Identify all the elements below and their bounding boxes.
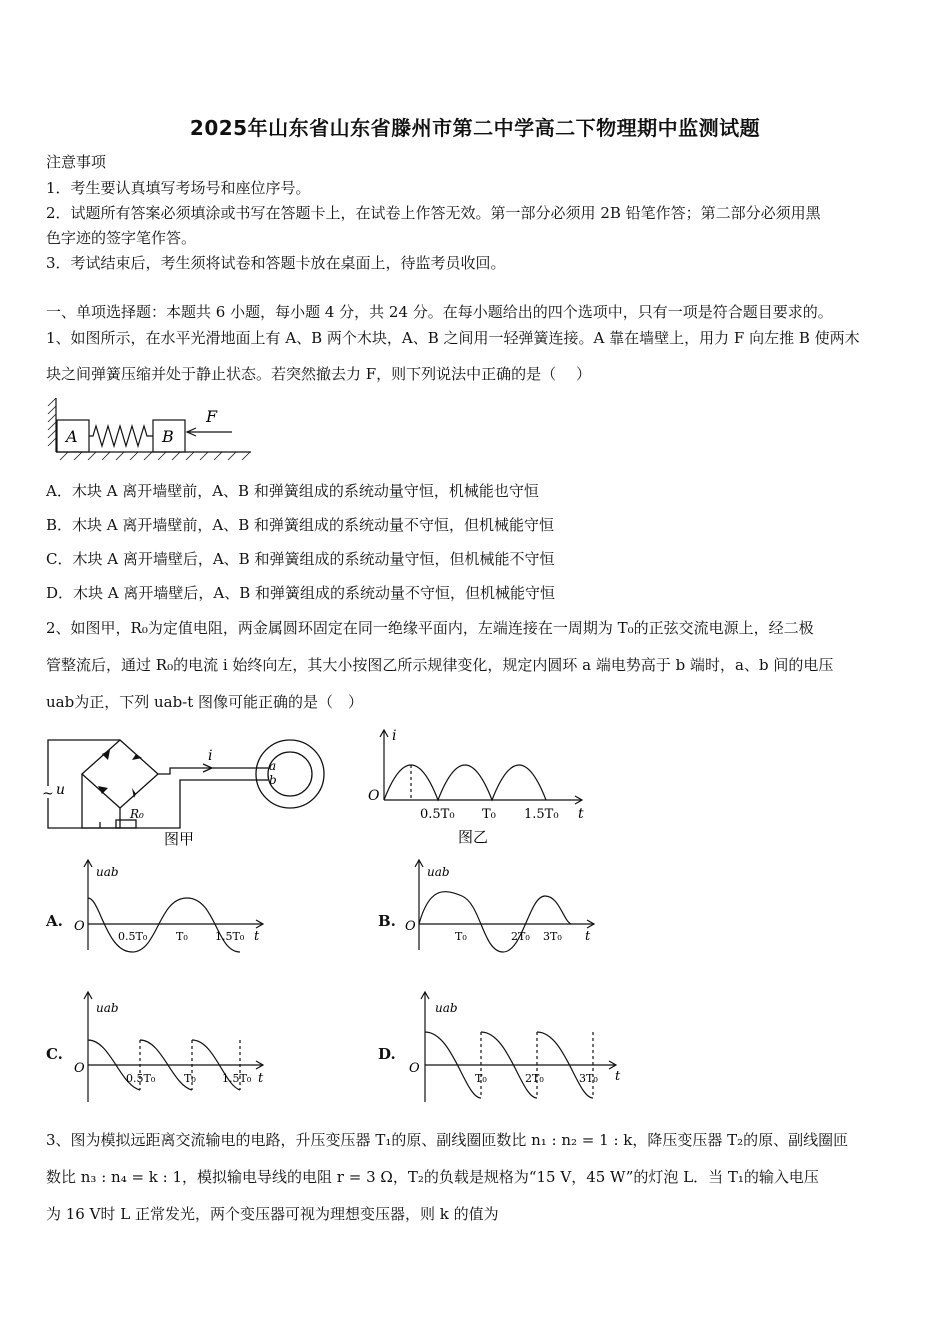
- q2-option-b-label: B.: [378, 912, 396, 930]
- q2-option-c-graph: [72, 990, 272, 1105]
- force-label: F: [206, 407, 218, 426]
- a-tick-3: 1.5T₀: [215, 930, 245, 943]
- curve-a: [88, 898, 240, 952]
- d-origin: O: [409, 1061, 420, 1076]
- c-origin: O: [74, 1061, 85, 1076]
- q2-option-c-label: C.: [46, 1045, 63, 1063]
- terminal-a-label: a: [269, 759, 277, 773]
- d-tick-3: 3T₀: [579, 1072, 598, 1085]
- block-b-label: B: [162, 427, 174, 446]
- yi-ylabel: i: [392, 728, 397, 744]
- outer-ring: [256, 740, 324, 808]
- b-tick-2: 2T₀: [511, 930, 530, 943]
- c-tick-1: 0.5T₀: [126, 1072, 156, 1085]
- q2-option-a-label: A.: [46, 912, 63, 930]
- q2-stem-line3: uab为正，下列 uab-t 图像可能正确的是（ ）: [46, 693, 364, 711]
- b-tick-3: 3T₀: [543, 930, 562, 943]
- a-ylabel: uab: [96, 865, 119, 879]
- source-symbol: ~: [42, 786, 54, 802]
- q2-option-d-label: D.: [378, 1045, 396, 1063]
- q2-figure-yi: [366, 728, 596, 848]
- q2-option-b-graph: [403, 858, 603, 953]
- q1-option-b: B．木块 A 离开墙壁前，A、B 和弹簧组成的系统动量不守恒，但机械能守恒: [46, 516, 555, 534]
- notice-item-1: 1．考生要认真填写考场号和座位序号。: [46, 179, 311, 197]
- q3-line2: 数比 n₃ : n₄ = k : 1，模拟输电导线的电阻 r = 3 Ω，T₂的负载是规格为“15 V，45 W”的灯泡 L．当 T₁的输入电压: [46, 1168, 819, 1186]
- d-ylabel: uab: [435, 1001, 458, 1015]
- yi-origin: O: [368, 788, 380, 804]
- a-xlabel: t: [254, 929, 260, 944]
- yi-tick-1: 0.5T₀: [420, 807, 455, 822]
- q1-figure: [46, 394, 256, 460]
- q2-option-d-graph: [403, 990, 623, 1105]
- section-heading: 一、单项选择题：本题共 6 小题，每小题 4 分，共 24 分。在每小题给出的四个选项中，只有一项是符合题目要求的。: [46, 303, 833, 321]
- d-xlabel: t: [615, 1069, 621, 1084]
- notice-item-3: 3．考试结束后，考生须将试卷和答题卡放在桌面上，待监考员收回。: [46, 254, 506, 272]
- q2-figure-jia: [40, 728, 340, 850]
- c-ylabel: uab: [96, 1001, 119, 1015]
- q3-line1: 3、图为模拟远距离交流输电的电路，升压变压器 T₁的原、副线圈匝数比 n₁ : n₂ = 1 : k，降压变压器 T₂的原、副线圈匝: [46, 1131, 849, 1149]
- yi-tick-2: T₀: [482, 807, 496, 822]
- q1-stem-line1: 1、如图所示，在水平光滑地面上有 A、B 两个木块，A、B 之间用一轻弹簧连接。A 靠在墙壁上，用力 F 向左推 B 使两木: [46, 329, 860, 347]
- d-tick-2: 2T₀: [525, 1072, 544, 1085]
- resistor-r0: [116, 820, 136, 828]
- notice-heading: 注意事项: [46, 153, 107, 171]
- c-tick-3: 1.5T₀: [222, 1072, 252, 1085]
- page-title: 2025年山东省山东省滕州市第二中学高二下物理期中监测试题: [189, 116, 761, 140]
- bridge-rectifier: [82, 740, 158, 808]
- q2-stem-line1: 2、如图甲，R₀为定值电阻，两金属圆环固定在同一绝缘平面内，左端连接在一周期为 T₀的正弦交流电源上，经二极: [46, 619, 814, 637]
- current-curve: [384, 765, 546, 800]
- d-tick-1: T₀: [475, 1072, 487, 1085]
- q1-option-a: A．木块 A 离开墙壁前，A、B 和弹簧组成的系统动量守恒，机械能也守恒: [46, 482, 539, 500]
- resistor-label: R₀: [130, 807, 144, 821]
- notice-item-2-cont: 色字迹的签字笔作答。: [46, 229, 197, 247]
- a-origin: O: [74, 919, 85, 934]
- b-origin: O: [405, 919, 416, 934]
- a-tick-1: 0.5T₀: [118, 930, 148, 943]
- notice-item-2: 2．试题所有答案必须填涂或书写在答题卡上，在试卷上作答无效。第一部分必须用 2B 铅笔作答；第二部分必须用黑: [46, 204, 821, 222]
- caption-yi: 图乙: [458, 828, 489, 846]
- terminal-b-label: b: [269, 773, 277, 787]
- current-label: i: [208, 748, 213, 764]
- c-tick-2: T₀: [184, 1072, 196, 1085]
- yi-tick-3: 1.5T₀: [524, 807, 559, 822]
- block-a-label: A: [66, 427, 78, 446]
- q1-option-c: C．木块 A 离开墙壁后，A、B 和弹簧组成的系统动量守恒，但机械能不守恒: [46, 550, 555, 568]
- source-label: u: [56, 782, 66, 798]
- a-tick-2: T₀: [176, 930, 188, 943]
- b-ylabel: uab: [427, 865, 450, 879]
- b-tick-1: T₀: [455, 930, 467, 943]
- q1-stem-line2: 块之间弹簧压缩并处于静止状态。若突然撤去力 F，则下列说法中正确的是（ ）: [46, 365, 591, 383]
- q2-stem-line2: 管整流后，通过 R₀的电流 i 始终向左，其大小按图乙所示规律变化，规定内圆环 a 端电势高于 b 端时，a、b 间的电压: [46, 656, 834, 674]
- q2-option-a-graph: [72, 858, 272, 953]
- caption-jia: 图甲: [164, 830, 195, 848]
- q3-line3: 为 16 V时 L 正常发光，两个变压器可视为理想变压器，则 k 的值为: [46, 1205, 499, 1223]
- q1-option-d: D．木块 A 离开墙壁后，A、B 和弹簧组成的系统动量不守恒，但机械能守恒: [46, 584, 556, 602]
- b-xlabel: t: [585, 929, 591, 944]
- spring: [89, 426, 153, 446]
- yi-xlabel: t: [578, 806, 584, 822]
- c-xlabel: t: [258, 1071, 264, 1086]
